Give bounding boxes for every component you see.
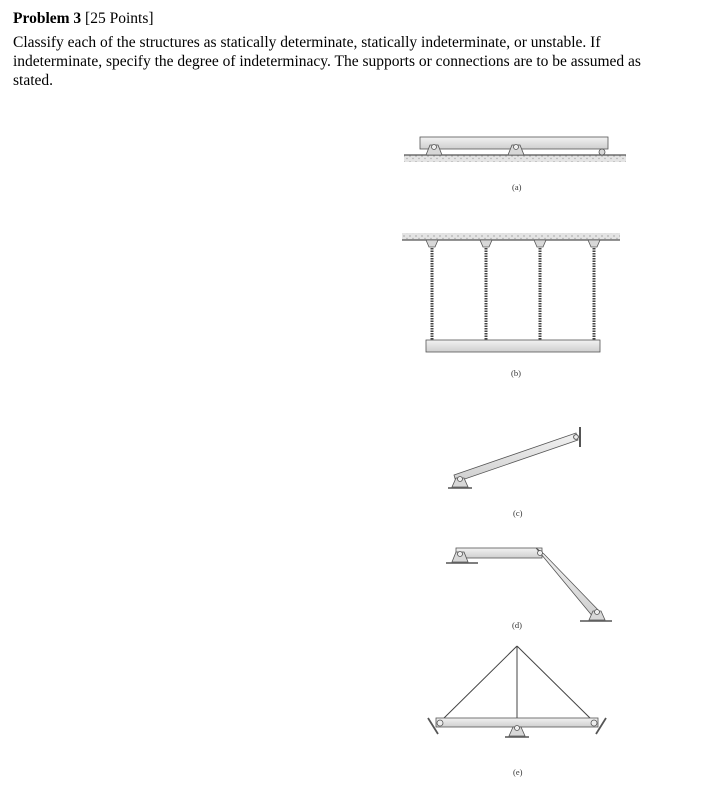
figure-d: [390, 540, 640, 630]
fixed-support-right: [574, 427, 580, 447]
figure-e: [390, 642, 640, 777]
support-e-left: [428, 718, 443, 734]
caption-d: (d): [512, 620, 522, 630]
beam-b: [426, 340, 600, 352]
hinge-d: [538, 551, 543, 556]
member-d-horizontal: [456, 548, 542, 558]
pin-support-c: [448, 477, 472, 489]
figure-a: [390, 130, 640, 200]
caption-a: (a): [512, 182, 522, 192]
problem-header: [13, 9, 693, 90]
figure-c: [390, 423, 640, 518]
rocker-support-right: [599, 149, 605, 155]
member-c: [454, 433, 578, 482]
problem-points: [25 Points]: [85, 10, 154, 27]
caption-c: (c): [513, 508, 523, 518]
figure-c-drawing: [390, 423, 640, 498]
figure-b-drawing: [390, 228, 640, 358]
hangers-b: [426, 240, 600, 247]
cables-e: [442, 646, 592, 720]
figure-d-drawing: [390, 540, 640, 625]
rods-b: [432, 248, 594, 340]
problem-title: [13, 9, 693, 28]
caption-b: (b): [511, 368, 521, 378]
problem-statement: Classify each of the structures as statically determinate, statically indeterminate, or unstable. If indeterminate, specify the degree of indeterminacy. The supports or connections are to be assumed as stated.: [13, 34, 641, 89]
figure-e-drawing: [390, 642, 640, 752]
figure-b: [390, 228, 640, 378]
problem-label: Problem 3: [13, 10, 82, 27]
support-e-right: [591, 718, 606, 734]
member-d-inclined: [536, 548, 602, 618]
ceiling-b: [402, 233, 620, 240]
pin-support-d-right: [580, 610, 612, 622]
caption-e: (e): [513, 767, 523, 777]
ground-a: [404, 155, 626, 162]
